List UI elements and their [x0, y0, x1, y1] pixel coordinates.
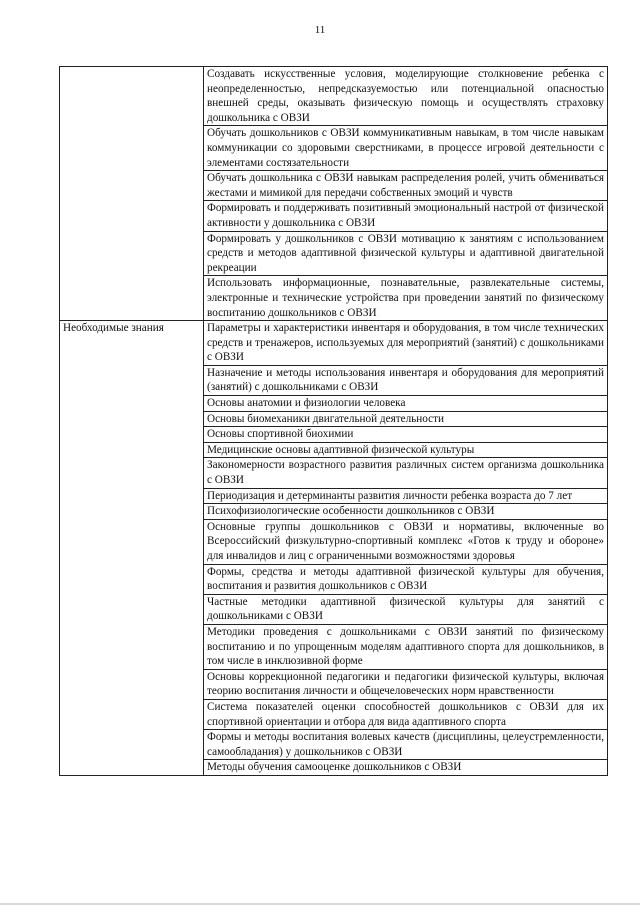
table-cell: Основы биомеханики двигательной деятельности — [204, 411, 608, 427]
table-cell: Формы, средства и методы адаптивной физической культуры для обучения, воспитания и развития дошкольников с ОВЗИ — [204, 564, 608, 594]
table-cell: Основные группы дошкольников с ОВЗИ и нормативы, включенные во Всероссийский физкультурно-спортивный комплекс «Готов к труду и обороне» для инвалидов и лиц с ограниченными возможностями здоровья — [204, 519, 608, 564]
table-cell: Использовать информационные, познавательные, развлекательные системы, электронные и технические устройства при проведении занятий по физическому воспитанию дошкольников с ОВЗИ — [204, 276, 608, 321]
table-cell: Создавать искусственные условия, моделирующие столкновение ребенка с неопределенностью, непредсказуемостью или потенциальной опасностью внешней среды, оказывать физическую помощь и осуществлять страховку дошкольника с ОВЗИ — [204, 67, 608, 126]
table-cell: Периодизация и детерминанты развития личности ребенка возраста до 7 лет — [204, 488, 608, 504]
table-cell: Назначение и методы использования инвентаря и оборудования для мероприятий (занятий) с дошкольниками с ОВЗИ — [204, 365, 608, 395]
table-row — [60, 321, 608, 366]
table-cell: Методики проведения с дошкольниками с ОВЗИ занятий по физическому воспитанию и по упрощенным моделям адаптивного спорта для дошкольников, в том числе в инклюзивной форме — [204, 624, 608, 669]
table-cell: Психофизиологические особенности дошкольников с ОВЗИ — [204, 504, 608, 520]
table-cell: Основы коррекционной педагогики и педагогики физической культуры, включая теорию воспитания личности и общечеловеческих норм нравственности — [204, 669, 608, 699]
table-cell: Закономерности возрастного развития различных систем организма дошкольника с ОВЗИ — [204, 458, 608, 488]
table-body — [60, 67, 608, 776]
table-cell: Параметры и характеристики инвентаря и оборудования, в том числе технических средств и тренажеров, используемых для мероприятий (занятий) с дошкольниками с ОВЗИ — [204, 321, 608, 366]
table-cell: Основы анатомии и физиологии человека — [204, 396, 608, 412]
table-cell: Формировать у дошкольников с ОВЗИ мотивацию к занятиям с использованием средств и методов адаптивной физической культуры и адаптивной двигательной рекреации — [204, 231, 608, 276]
table-cell: Обучать дошкольника с ОВЗИ навыкам распределения ролей, учить обмениваться жестами и мимикой для передачи собственных эмоций и чувств — [204, 171, 608, 201]
table-cell: Медицинские основы адаптивной физической культуры — [204, 442, 608, 458]
section-label — [60, 67, 204, 321]
table-cell: Частные методики адаптивной физической культуры для занятий с дошкольниками с ОВЗИ — [204, 594, 608, 624]
table-cell: Методы обучения самооценке дошкольников с ОВЗИ — [204, 760, 608, 776]
table-row — [60, 67, 608, 126]
table-cell: Формы и методы воспитания волевых качеств (дисциплины, целеустремленности, самообладания) у дошкольников с ОВЗИ — [204, 730, 608, 760]
table-cell: Система показателей оценки способностей дошкольников с ОВЗИ для их спортивной ориентации и отбора для вида адаптивного спорта — [204, 699, 608, 729]
requirements-table — [59, 66, 608, 776]
table-cell: Основы спортивной биохимии — [204, 427, 608, 443]
section-label-required-knowledge: Необходимые знания — [60, 321, 204, 776]
table-cell: Обучать дошкольников с ОВЗИ коммуникативным навыкам, в том числе навыкам коммуникации со здоровыми сверстниками, в процессе игровой деятельности с элементами состязательности — [204, 126, 608, 171]
table-cell: Формировать и поддерживать позитивный эмоциональный настрой от физической активности у дошкольника с ОВЗИ — [204, 201, 608, 231]
page-number: 11 — [314, 24, 326, 36]
